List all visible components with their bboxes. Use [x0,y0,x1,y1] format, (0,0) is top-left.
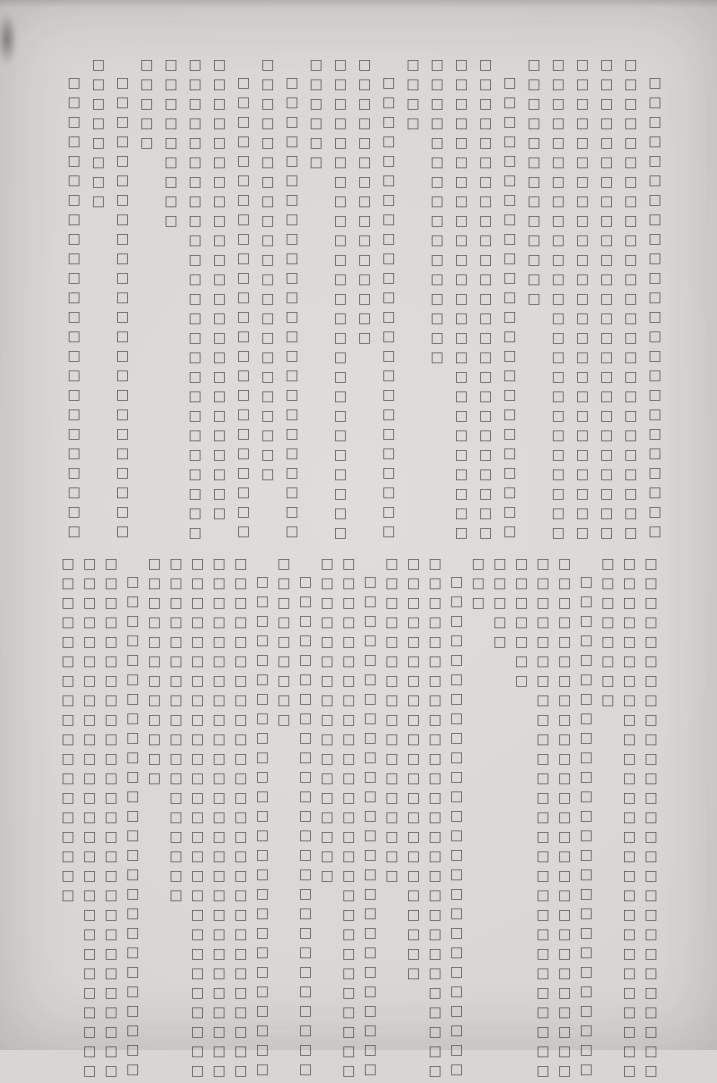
text-column: □□□□□□□□□□□□□□□□□□□□□□□□□□□ [103,556,120,1083]
text-column: □□□□□□□□□□□□□□□ [356,57,373,350]
text-column: □□□□□□□□□□□□□□□□□□□□□□□□□ [477,57,494,545]
text-column: □□□□□□□□□□□□□□□□□□□□□□ [259,57,276,486]
text-column: □□□□□□□□□□□□□□□□□□□□□□□□□□ [254,574,271,1081]
text-column: □□□□□□□□□□□□□□□□ [429,57,446,369]
text-column: □□□□□□□□□□□□□□□□□□□□□□□□ [380,75,397,543]
text-column: □□□□□ [138,57,155,155]
text-column: □□□□□□□□□□□□□□□□□□□□□□□□□□ [578,574,595,1081]
text-column: □□□□□□□□□□□□□□□□□□□□□□□□□ [453,57,470,545]
text-column: □□□□□□□□□□□□□□□□□□□□□□□□□□□ [232,556,249,1083]
text-column: □□□□□□□□□□□□□□□□□□□□□□□□□□□ [427,556,444,1083]
text-column: □□□□□□□□□□□□□□□□□□□□□□ [405,556,422,985]
text-column: □□□□□□□□□□□□□ [525,57,542,311]
text-column: □□□□□□□□□□□□□□□□□□□□□□□□ [283,75,300,543]
text-column: □□□□□□□□□□□□ [146,556,163,790]
text-column: □□□□□□ [308,57,325,174]
text-column: □□□□□□□□□□□□□□□□□□ [167,556,184,907]
text-column: □□□□□□□□□□□□□□□□□□□□□□□□ [501,75,518,543]
text-column: □□□□□□□□□□□□□□□□□□□□□□□□ [114,75,131,543]
text-column: □□□□□□□□□□□□□□□□□□□□□□□□□□ [124,574,141,1081]
text-band-top [57,57,667,545]
text-column: □□□□□□□□□□□□□□□□□□□□□□□□□ [622,57,639,545]
text-column: □□□□□□□□□□□□□□□□□□□□□□□□□ [332,57,349,545]
text-column: □□□□□□□□□ [162,57,179,233]
text-column: □□□□□ [491,556,508,654]
text-column: □□□□□□□□□□□□□□□□□□□□□□□□□□□ [556,556,573,1083]
text-column: □□□□□□□□□□□□□□□□□□□□□□□□□□ [448,574,465,1081]
text-column: □□□□□□□ [513,556,530,693]
text-column: □□□□□□□□□□□□□□□□□□□□□□□□□□ [362,574,379,1081]
text-column: □□□□□□□□□□□□□□□□□□□□□□□□□□□ [340,556,357,1083]
text-column: □□□ [470,556,487,615]
scan-shadow-corner [0,4,20,74]
scan-shadow-top [0,0,717,8]
text-column: □□□□□□□□□□□□□□□□□□□□□□□□□□ [297,574,314,1081]
text-column: □□□□□□□□ [599,556,616,712]
text-column: □□□□□□□□□□□□□□□□□□□□□□□□ [66,75,83,543]
text-column: □□□□□□□□□□□□□□□□□□□□□□□□□□□ [643,556,659,1083]
text-column: □□□□□□□□□□□□□□□□□□□□□□□□□□□ [535,556,552,1083]
text-column: □□□□□□□□□□□□□□□□□□□□□□□□ [211,57,228,525]
text-column: □□□□□□□□□□□□□□□□□□□□□□□□□ [598,57,615,545]
text-column: □□□□□□□□□□□□□□□□□□□□□□□□□□□ [621,556,638,1083]
text-column: □□□□□□□□□□□□□□□□□□□□□□□□□□□ [81,556,98,1083]
text-column: □□□□□□□□□□□□□□□□□ [319,556,336,888]
text-column: □□□□□□□□□□□□□□□□□□□□□□□□□□□ [189,556,206,1083]
text-column: □□□□□□□□ [90,57,107,213]
text-column: □□□□□□□□□□□□□□□□□□□□□□□□□ [187,57,204,545]
text-column: □□□□□□□□□□□□□□□□□□□□□□□□□ [550,57,567,545]
text-column: □□□□□□□□□□□□□□□□□□□□□□□□□□□ [211,556,228,1083]
text-column: □□□□□□□□□□□□□□□□□ [383,556,400,888]
text-column: □□□□□□□□□□□□□□□□□□□□□□□□□ [574,57,591,545]
text-column: □□□□□□□□□□□□□□□□□□ [59,556,76,907]
text-column: □□□□□□□□□ [275,556,292,732]
text-column: □□□□ [404,57,421,135]
text-column: □□□□□□□□□□□□□□□□□□□□□□□□ [235,75,252,543]
text-band-bottom [53,556,661,1083]
text-column: □□□□□□□□□□□□□□□□□□□□□□□□ [647,75,663,543]
